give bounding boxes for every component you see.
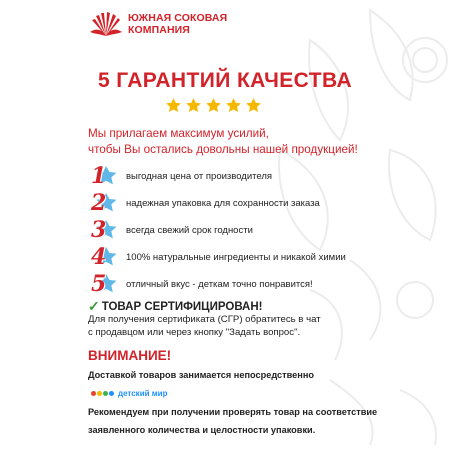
warning-title: ВНИМАНИЕ!: [88, 348, 172, 363]
guarantee-number: 3: [91, 216, 107, 243]
certificate-line2: с продавцом или через кнопку "Задать вопрос".: [88, 327, 301, 338]
warning-line1-text: Доставкой товаров занимается непосредственно: [88, 370, 314, 380]
star-icon: [225, 97, 242, 114]
logo-dot-icon: [103, 391, 108, 396]
intro-text: [88, 126, 378, 158]
warning-line1: [88, 366, 388, 403]
sun-fan-logo-icon: [88, 10, 124, 38]
brand-name: [128, 12, 227, 36]
star-icon: [165, 97, 182, 114]
warning-line2: Рекомендуем при получении проверять товар на соответствие: [88, 406, 378, 417]
list-item: [88, 217, 388, 244]
guarantee-number: 2: [91, 189, 107, 216]
guarantee-number: 4: [91, 243, 107, 270]
brand-logo: [88, 10, 227, 38]
intro-line1: Мы прилагаем максимум усилий,: [88, 127, 269, 140]
checkmark-icon: ✓: [88, 298, 100, 314]
logo-dot-icon: [109, 391, 114, 396]
star-icon: [245, 97, 262, 114]
certificate-line1: Для получения сертификата (СГР) обратитесь в чат: [88, 314, 321, 325]
number-star-badge-icon: [88, 164, 120, 190]
number-star-badge-icon: [88, 218, 120, 244]
certificate-title: ТОВАР СЕРТИФИЦИРОВАН!: [101, 300, 263, 313]
logo-dot-icon: [91, 391, 96, 396]
logo-dot-icon: [97, 391, 102, 396]
guarantee-text: выгодная цена от производителя: [126, 171, 273, 182]
star-icon: [185, 97, 202, 114]
guarantee-number: 5: [91, 270, 107, 297]
warning-line3: заявленного количества и целостности упаковки.: [88, 424, 316, 435]
list-item: [88, 271, 388, 298]
guarantee-text: всегда свежий срок годности: [126, 225, 253, 236]
guarantee-text: 100% натуральные ингредиенты и никакой химии: [126, 252, 346, 263]
number-star-badge-icon: [88, 272, 120, 298]
page-title: 5 ГАРАНТИЙ КАЧЕСТВА: [97, 69, 353, 92]
guarantee-text: отличный вкус - деткам точно понравится!: [126, 279, 313, 290]
guarantee-number: 1: [91, 162, 107, 189]
warning-text: [88, 366, 388, 439]
guarantee-text: надежная упаковка для сохранности заказа: [126, 198, 320, 209]
rating-stars: [165, 97, 262, 114]
partner-logo: [91, 385, 167, 403]
number-star-badge-icon: [88, 191, 120, 217]
list-item: [88, 244, 388, 271]
list-item: [88, 163, 388, 190]
list-item: [88, 190, 388, 217]
brand-name-line2: КОМПАНИЯ: [128, 24, 190, 36]
brand-name-line1: ЮЖНАЯ СОКОВАЯ: [128, 12, 228, 24]
certificate-text: [88, 313, 378, 339]
guarantees-list: [88, 163, 388, 298]
star-icon: [205, 97, 222, 114]
number-star-badge-icon: [88, 245, 120, 271]
intro-line2: чтобы Вы остались довольны нашей продукцией!: [88, 143, 358, 156]
partner-name: детский мир: [118, 388, 168, 398]
